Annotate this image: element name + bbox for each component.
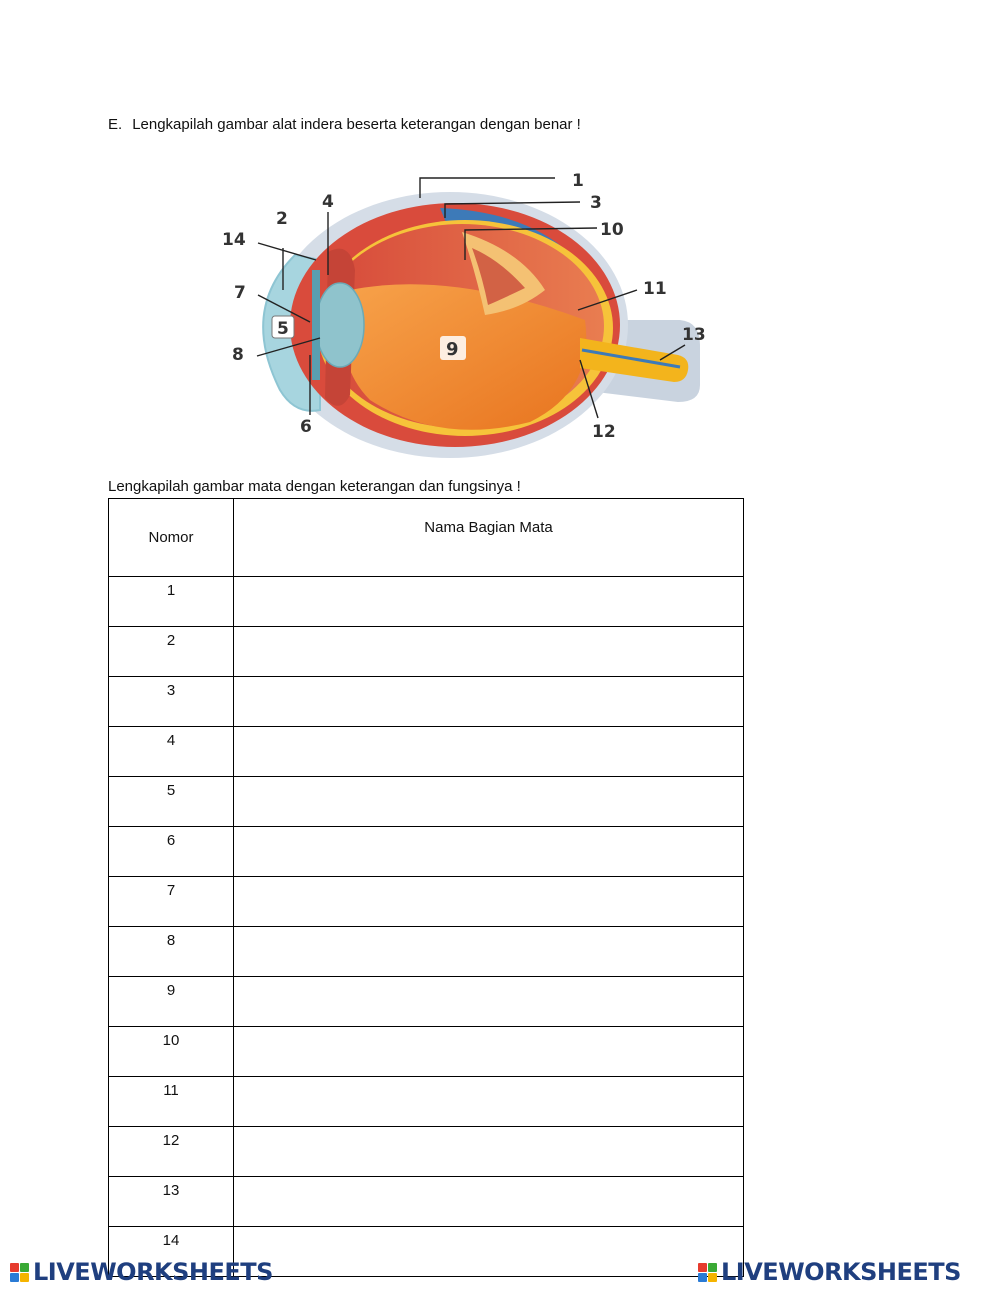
answer-cell (234, 1177, 744, 1227)
label-1: 1 (572, 171, 584, 191)
logo-right-square-4 (708, 1273, 717, 1282)
label-10: 10 (600, 220, 624, 240)
answer-input-1[interactable] (234, 577, 743, 615)
table-row (109, 1177, 744, 1227)
answer-cell (234, 927, 744, 977)
instruction (108, 116, 581, 133)
row-number: 14 (109, 1227, 234, 1277)
label-3: 3 (590, 193, 602, 213)
iris (312, 270, 320, 380)
table-instruction: Lengkapilah gambar mata dengan keterangan dan fungsinya ! (108, 478, 521, 495)
table-row (109, 727, 744, 777)
row-number: 4 (109, 727, 234, 777)
row-number: 10 (109, 1027, 234, 1077)
answer-cell (234, 627, 744, 677)
row-number: 13 (109, 1177, 234, 1227)
table-row (109, 977, 744, 1027)
answer-cell (234, 1077, 744, 1127)
row-number: 6 (109, 827, 234, 877)
logo-left-mark-icon (10, 1263, 29, 1282)
table-row (109, 1127, 744, 1177)
row-number: 11 (109, 1077, 234, 1127)
table-row (109, 927, 744, 977)
logo-right-square-3 (698, 1273, 707, 1282)
table-row (109, 1027, 744, 1077)
logo-left (10, 1258, 273, 1286)
table-row (109, 627, 744, 677)
answer-input-4[interactable] (234, 727, 743, 765)
answer-input-3[interactable] (234, 677, 743, 715)
row-number: 5 (109, 777, 234, 827)
answer-cell (234, 1027, 744, 1077)
answer-input-12[interactable] (234, 1127, 743, 1165)
label-8: 8 (232, 345, 244, 365)
label-9: 9 (446, 339, 459, 360)
answer-input-8[interactable] (234, 927, 743, 965)
answer-table (108, 498, 744, 1277)
answer-input-2[interactable] (234, 627, 743, 665)
answer-input-7[interactable] (234, 877, 743, 915)
row-number: 7 (109, 877, 234, 927)
label-4: 4 (322, 192, 334, 212)
answer-input-10[interactable] (234, 1027, 743, 1065)
label-7: 7 (234, 283, 246, 303)
answer-cell (234, 977, 744, 1027)
row-number: 3 (109, 677, 234, 727)
logo-right-text: LIVEWORKSHEETS (721, 1258, 961, 1286)
logo-left-text: LIVEWORKSHEETS (33, 1258, 273, 1286)
label-14: 14 (222, 230, 246, 250)
answer-cell (234, 777, 744, 827)
row-number: 12 (109, 1127, 234, 1177)
table-header-row (109, 499, 744, 577)
answer-input-11[interactable] (234, 1077, 743, 1115)
answer-input-9[interactable] (234, 977, 743, 1015)
logo-left-square-4 (20, 1273, 29, 1282)
answer-cell (234, 827, 744, 877)
row-number: 8 (109, 927, 234, 977)
logo-left-square-2 (20, 1263, 29, 1272)
label-2: 2 (276, 209, 288, 229)
logo-right (698, 1258, 961, 1286)
header-number: Nomor (109, 499, 234, 577)
table-row (109, 677, 744, 727)
logo-left-square-3 (10, 1273, 19, 1282)
row-number: 9 (109, 977, 234, 1027)
answer-input-13[interactable] (234, 1177, 743, 1215)
table-row (109, 1077, 744, 1127)
answer-input-5[interactable] (234, 777, 743, 815)
answer-cell (234, 1227, 744, 1277)
row-number: 2 (109, 627, 234, 677)
answer-input-14[interactable] (234, 1227, 743, 1265)
eye-diagram (200, 160, 720, 460)
label-12: 12 (592, 422, 616, 442)
label-6: 6 (300, 417, 312, 437)
row-number: 1 (109, 577, 234, 627)
label-5: 5 (277, 319, 289, 339)
header-name: Nama Bagian Mata (234, 499, 744, 577)
answer-cell (234, 677, 744, 727)
label-13: 13 (682, 325, 706, 345)
table-row (109, 577, 744, 627)
logo-right-mark-icon (698, 1263, 717, 1282)
answer-cell (234, 1127, 744, 1177)
instruction-marker: E. (108, 116, 123, 133)
answer-cell (234, 727, 744, 777)
table-row (109, 827, 744, 877)
logo-right-square-2 (708, 1263, 717, 1272)
answer-cell (234, 877, 744, 927)
answer-cell (234, 577, 744, 627)
logo-left-square-1 (10, 1263, 19, 1272)
instruction-text: Lengkapilah gambar alat indera beserta keterangan dengan benar ! (132, 116, 581, 133)
lens (316, 283, 364, 367)
answer-input-6[interactable] (234, 827, 743, 865)
logo-right-square-1 (698, 1263, 707, 1272)
label-11: 11 (643, 279, 667, 299)
table-row (109, 877, 744, 927)
table-row (109, 777, 744, 827)
